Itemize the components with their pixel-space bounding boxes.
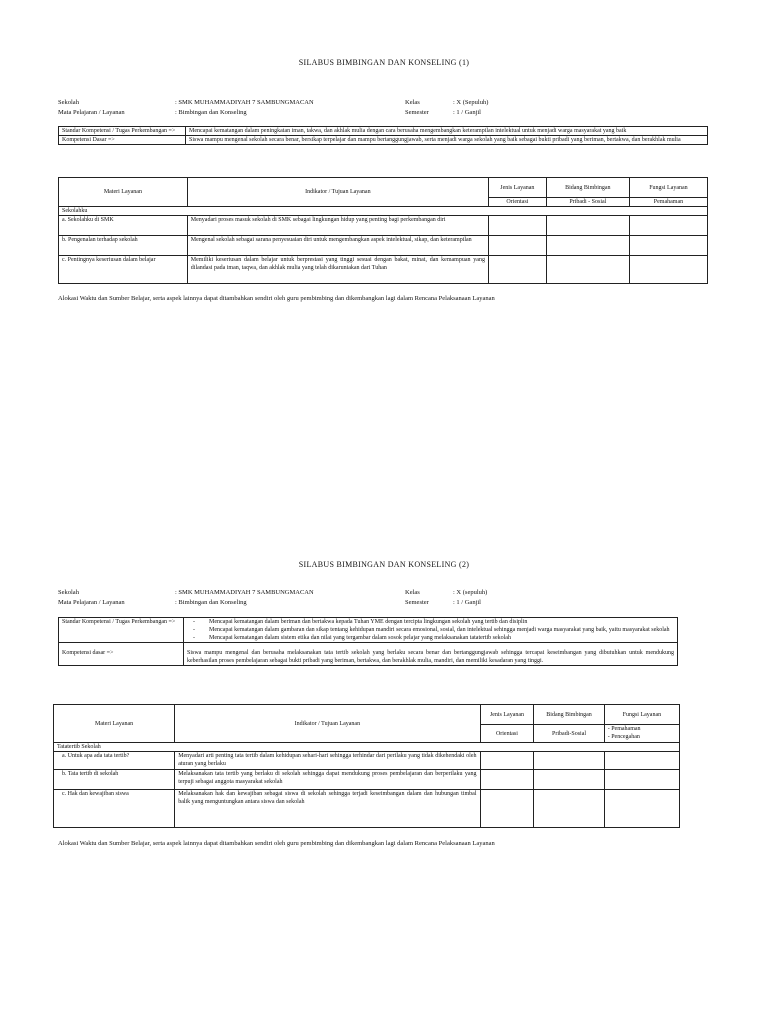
row-indikator: Memiliki keseriusan dalam belajar untuk berprestasi yang tinggi sesuai dengan bakat, minat, dan kemampuan yang dilandasi pada iman, taqwa, dan akhlak mulia yang telah dikaruniakan dari Tuhan	[187, 256, 488, 284]
header-fungsi: Fungsi Layanan	[629, 178, 707, 198]
competency-table	[58, 126, 708, 145]
materi-table	[58, 177, 708, 284]
meta-block	[58, 98, 533, 118]
jenis-value: Orientasi	[480, 725, 534, 743]
semester-label: Semester	[405, 599, 429, 606]
header-indikator: Indikator / Tujuan Layanan	[187, 178, 488, 207]
standar-label: Standar Kompetensi / Tugas Perkembangan =>	[59, 618, 184, 643]
fungsi-item: - Pencegahan	[607, 734, 640, 740]
kelas-value: : X (Sepuluh)	[453, 99, 489, 106]
row-materi: c. Pentingnya keseriusan dalam belajar	[59, 256, 188, 284]
standar-value: Mencapai kematangan dalam peningkatan iman, takwa, dan akhlak mulia dengan cara berusaha mengembangkan keterampilan intelektual untuk menjadi warga masyarakat yang baik	[186, 127, 708, 136]
header-indikator: Indikator / Tujuan Layanan	[175, 705, 480, 743]
standar-label: Standar Kompetensi / Tugas Perkembangan =>	[59, 127, 186, 136]
standar-value	[184, 618, 678, 643]
row-materi: b. Pengenalan terhadap sekolah	[59, 236, 188, 256]
row-indikator: Melaksanakan tata tertib yang berlaku di sekolah sehingga dapat mendukung proses pembelajaran dan berperilaku yang terpuji sebagai anggota masyarakat sekolah	[175, 770, 480, 790]
standar-item: - Mencapai kematangan dalam gambaran dan sikap tentang kehidupan mandiri secara emosional, sosial, dan intelektual sehingga menjadi warga masyarakat yang baik, yaitu masyarakat sekolah	[209, 626, 674, 634]
header-fungsi: Fungsi Layanan	[604, 705, 679, 725]
meta-block	[58, 588, 533, 608]
row-materi: c. Hak dan kewajiban siswa	[54, 790, 175, 828]
header-bidang: Bidang Bimbingan	[546, 178, 629, 198]
fungsi-value	[604, 725, 679, 743]
row-indikator: Mengenal sekolah sebagai sarana penyesuaian diri untuk mengembangkan aspek intelektual, sikap, dan keterampilan	[187, 236, 488, 256]
mapel-value: : Bimbingan dan Konseling	[175, 599, 247, 606]
competency-table	[58, 617, 678, 666]
kelas-label: Kelas	[405, 589, 420, 596]
jenis-value: Orientasi	[488, 198, 546, 207]
kompetensi-label: Kompetensi Dasar =>	[59, 136, 186, 145]
row-indikator: Menyadari arti penting tata tertib dalam kehidupan sehari-hari sehingga terhindar dari perilaku yang tidak dikehendaki oleh aturan yang berlaku	[175, 752, 480, 770]
mapel-label: Mata Pelajaran / Layanan	[58, 599, 125, 606]
sekolah-value: : SMK MUHAMMADIYAH 7 SAMBUNGMACAN	[175, 99, 314, 106]
sekolah-label: Sekolah	[58, 99, 79, 106]
materi-table	[53, 704, 680, 828]
standar-item: - Mencapai kematangan dalam sistem etika dan nilai yang tergambar dalam sosok pelajar yang melaksanakan tatatertib sekolah	[209, 634, 674, 642]
footer-note: Alokasi Waktu dan Sumber Belajar, serta aspek lainnya dapat ditambahkan sendiri oleh guru pembimbing dan dikembangkan lagi dalam Rencana Pelaksanaan Layanan	[58, 840, 495, 847]
row-indikator: Menyadari proses masuk sekolah di SMK sebagai lingkungan hidup yang penting bagi perkembangan diri	[187, 216, 488, 236]
kompetensi-label: Kompetensi dasar =>	[59, 643, 184, 666]
row-materi: a. Sekolahku di SMK	[59, 216, 188, 236]
bidang-value: Pribadi - Sosial	[546, 198, 629, 207]
mapel-label: Mata Pelajaran / Layanan	[58, 109, 125, 116]
semester-value: : 1 / Ganjil	[453, 599, 481, 606]
standar-item: - Mencapai kematangan dalam beriman dan bertakwa kepada Tuhan YME dengan tercipta lingkungan sekolah yang tertib dan disiplin	[209, 618, 674, 626]
semester-value: : 1 / Ganjil	[453, 109, 481, 116]
header-bidang: Bidang Bimbingan	[534, 705, 604, 725]
row-materi: a. Untuk apa ada tata tertib?	[54, 752, 175, 770]
section-label: Sekolahku	[59, 207, 708, 216]
semester-label: Semester	[405, 109, 429, 116]
bidang-value: Pribadi-Sosial	[534, 725, 604, 743]
kelas-label: Kelas	[405, 99, 420, 106]
kompetensi-value: Siswa mampu mengenal sekolah secara benar, bersikap terpelajar dan mampu bertanggungjawab, serta menjadi warga sekolah yang baik sebagai bukti pribadi yang beriman, bertakwa, dan berakhlak mulia	[186, 136, 708, 145]
kompetensi-value: Siswa mampu mengenal dan berusaha melaksanakan tata tertib sekolah yang berlaku secara benar dan bertanggungjawab sehingga tercapai keseimbangan yang dibutuhkan untuk mendukung keberhasilan proses pembelajaran sebagai bukti pribadi yang beriman, bertakwa, dan berakhlak mulia, mandiri, dan memiliki kesadaran yang tinggi.	[184, 643, 678, 666]
section-label: Tatatertib Sekolah	[54, 743, 680, 752]
sekolah-label: Sekolah	[58, 589, 79, 596]
header-jenis: Jenis Layanan	[480, 705, 534, 725]
header-materi: Materi Layanan	[59, 178, 188, 207]
fungsi-value: Pemahaman	[629, 198, 707, 207]
sekolah-value: : SMK MUHAMMADIYAH 7 SAMBUNGMACAN	[175, 589, 314, 596]
mapel-value: : Bimbingan dan Konseling	[175, 109, 247, 116]
fungsi-item: - Pemahaman	[607, 726, 641, 732]
row-materi: b. Tata tertib di sekolah	[54, 770, 175, 790]
page-title: SILABUS BIMBINGAN DAN KONSELING (2)	[298, 560, 470, 569]
kelas-value: : X (sepuluh)	[453, 589, 488, 596]
row-indikator: Melaksanakan hak dan kewajiban sebagai siswa di sekolah sehingga terjadi keseimbangan dalam dan hubungan timbal balik yang menguntungkan antara siswa dan sekolah	[175, 790, 480, 828]
header-jenis: Jenis Layanan	[488, 178, 546, 198]
header-materi: Materi Layanan	[54, 705, 175, 743]
footer-note: Alokasi Waktu dan Sumber Belajar, serta aspek lainnya dapat ditambahkan sendiri oleh guru pembimbing dan dikembangkan lagi dalam Rencana Pelaksanaan Layanan	[58, 295, 495, 302]
page-title: SILABUS BIMBINGAN DAN KONSELING (1)	[298, 58, 470, 67]
